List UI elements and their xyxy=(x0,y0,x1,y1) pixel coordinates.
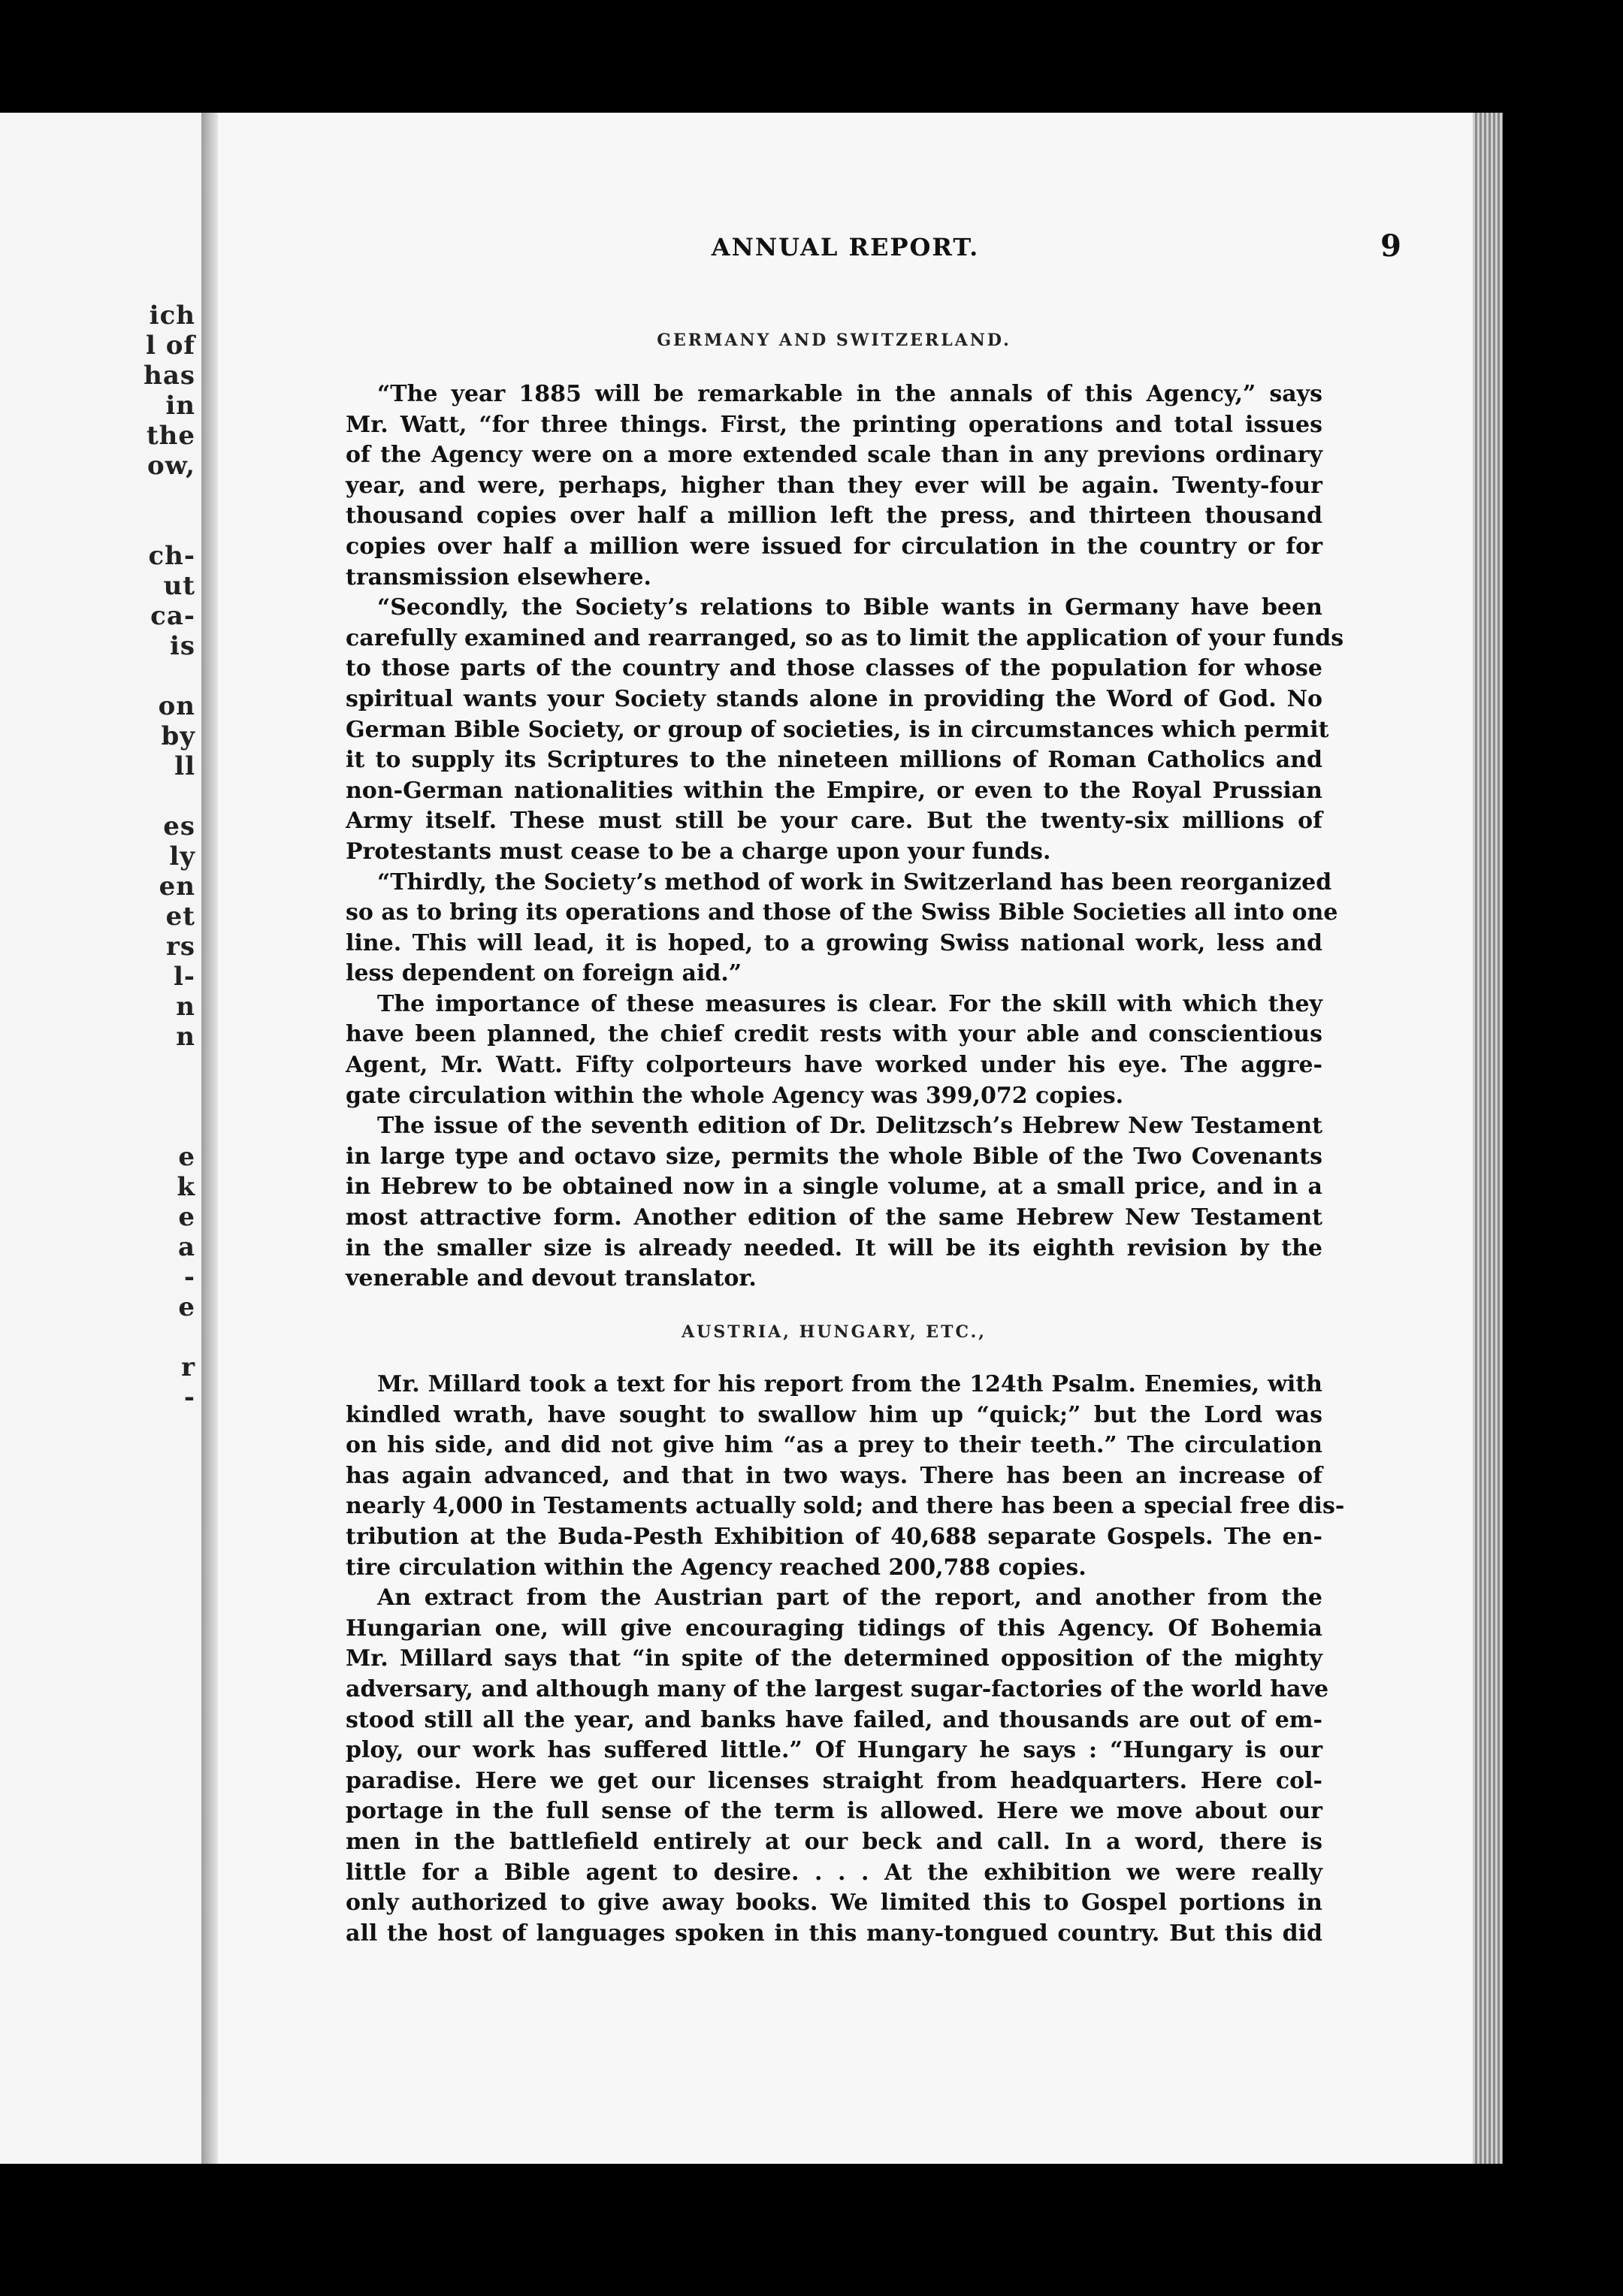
text-line: Protestants must cease to be a charge upon your funds. xyxy=(346,838,1051,865)
left-page-fragment xyxy=(144,511,195,541)
text-line: portage in the full sense of the term is allowed. Here we move about our xyxy=(346,1798,1322,1825)
text-line: tire circulation within the Agency reached 200,788 copies. xyxy=(346,1554,1087,1581)
left-page-fragment xyxy=(144,661,195,691)
text-line: only authorized to give away books. We limited this to Gospel portions in xyxy=(346,1890,1322,1917)
text-line: carefully examined and rearranged, so as to limit the application of your funds xyxy=(346,624,1344,651)
text-line: The importance of these measures is clear. For the skill with which they xyxy=(377,990,1322,1017)
left-page-fragment: es xyxy=(163,811,195,841)
left-page-fragment xyxy=(144,1473,195,1503)
text-line: line. This will lead, it is hoped, to a growing Swiss national work, less and xyxy=(346,929,1322,956)
text-line: less dependent on foreign aid.” xyxy=(346,960,742,987)
text-line: so as to bring its operations and those of the Swiss Bible Societies all into one xyxy=(346,899,1338,926)
left-page-fragment: ut xyxy=(163,571,195,601)
text-line: stood still all the year, and banks have failed, and thousands are out of em- xyxy=(346,1706,1322,1733)
text-line: most attractive form. Another edition of the same Hebrew New Testament xyxy=(346,1204,1322,1231)
text-line: thousand copies over half a million left the press, and thirteen thousand xyxy=(346,503,1322,530)
left-page-fragment: e xyxy=(178,1142,195,1172)
left-page-fragment: ll xyxy=(174,751,195,781)
book-gutter xyxy=(201,113,218,2164)
left-page-fragment: ow, xyxy=(147,451,195,481)
left-page-fragment xyxy=(144,781,195,811)
right-page xyxy=(218,113,1473,2164)
left-page-fragment xyxy=(144,481,195,511)
left-page-fragment xyxy=(144,1112,195,1142)
left-page-text-fragments xyxy=(144,301,195,1503)
left-page-fragment: by xyxy=(161,721,195,751)
section-body-germany xyxy=(346,379,1344,1295)
left-page-fragment: en xyxy=(159,872,195,902)
text-line: in Hebrew to be obtained now in a single volume, at a small price, and in a xyxy=(346,1174,1322,1201)
text-line: to those parts of the country and those classes of the population for whose xyxy=(346,655,1322,682)
left-page-fragment xyxy=(144,1322,195,1352)
left-page-fragment: ca- xyxy=(150,601,195,631)
left-page-fragment: n xyxy=(176,992,195,1022)
text-line: ploy, our work has suffered little.” Of Hungary he says : “Hungary is our xyxy=(346,1737,1322,1764)
text-line: venerable and devout translator. xyxy=(346,1265,757,1292)
text-line: in the smaller size is already needed. It will be its eighth revision by the xyxy=(346,1234,1322,1261)
left-page-fragment: - xyxy=(183,1262,195,1292)
left-page-fragment: n xyxy=(176,1022,195,1052)
left-page-fragment: l of xyxy=(145,331,195,361)
page-edges xyxy=(1473,113,1503,2164)
text-line: it to supply its Scriptures to the nineteen millions of Roman Catholics and xyxy=(346,747,1322,774)
text-line: paradise. Here we get our licenses straight from headquarters. Here col- xyxy=(346,1767,1322,1794)
text-line: The issue of the seventh edition of Dr. Delitzsch’s Hebrew New Testament xyxy=(377,1113,1322,1140)
text-line: Mr. Watt, “for three things. First, the printing operations and total issues xyxy=(346,411,1322,438)
text-line: An extract from the Austrian part of the report, and another from the xyxy=(377,1585,1322,1612)
text-line: adversary, and although many of the largest sugar-factories of the world have xyxy=(346,1675,1329,1702)
left-page-fragment: on xyxy=(158,691,195,721)
text-line: Hungarian one, will give encouraging tidings of this Agency. Of Bohemia xyxy=(346,1615,1322,1642)
section-body-austria xyxy=(346,1370,1345,1949)
text-line: have been planned, the chief credit rests with your able and conscientious xyxy=(346,1021,1322,1048)
text-line: in large type and octavo size, permits the whole Bible of the Two Covenants xyxy=(346,1143,1322,1170)
text-line: has again advanced, and that in two ways. There has been an increase of xyxy=(346,1462,1322,1489)
text-line: little for a Bible agent to desire. . . . At the exhibition we were really xyxy=(346,1859,1322,1886)
text-line: “The year 1885 will be remarkable in the annals of this Agency,” says xyxy=(377,381,1322,407)
text-line: kindled wrath, have sought to swallow him up “quick;” but the Lord was xyxy=(346,1401,1322,1428)
text-line: non-German nationalities within the Empire, or even to the Royal Prussian xyxy=(346,777,1322,804)
text-line: copies over half a million were issued for circulation in the country or for xyxy=(346,533,1322,560)
page-header xyxy=(218,228,1473,278)
left-page-fragment: et xyxy=(165,902,195,932)
left-page-fragment xyxy=(144,1412,195,1443)
left-page-fragment: l- xyxy=(173,962,195,992)
text-line: of the Agency were on a more extended scale than in any previons ordinary xyxy=(346,442,1322,469)
text-line: men in the battlefield entirely at our beck and call. In a word, there is xyxy=(346,1828,1322,1855)
left-page xyxy=(0,113,206,2164)
section-heading-austria: AUSTRIA, HUNGARY, ETC., xyxy=(682,1322,987,1342)
left-page-fragment: e xyxy=(178,1292,195,1322)
left-page-fragment: - xyxy=(183,1382,195,1412)
running-title: ANNUAL REPORT. xyxy=(711,233,980,261)
text-line: all the host of languages spoken in this many-tongued country. But this did xyxy=(346,1920,1322,1947)
left-page-fragment: ch- xyxy=(148,541,195,571)
left-page-fragment xyxy=(144,1052,195,1082)
left-page-fragment: e xyxy=(178,1202,195,1232)
text-line: gate circulation within the whole Agency was 399,072 copies. xyxy=(346,1082,1124,1109)
text-line: Mr. Millard took a text for his report from the 124th Psalm. Enemies, with xyxy=(377,1371,1322,1397)
text-line: Agent, Mr. Watt. Fifty colporteurs have worked under his eye. The aggre- xyxy=(346,1052,1322,1079)
text-line: Army itself. These must still be your care. But the twenty-six millions of xyxy=(346,808,1322,835)
text-line: “Secondly, the Society’s relations to Bible wants in Germany have been xyxy=(377,594,1322,621)
left-page-fragment: a xyxy=(177,1232,195,1262)
text-line: transmission elsewhere. xyxy=(346,563,651,591)
page-number: 9 xyxy=(1380,228,1401,264)
left-page-fragment: r xyxy=(181,1352,195,1382)
section-heading-germany: GERMANY AND SWITZERLAND. xyxy=(657,331,1011,350)
left-page-fragment: k xyxy=(177,1172,195,1202)
text-line: “Thirdly, the Society’s method of work in Switzerland has been reorganized xyxy=(377,869,1332,896)
left-page-fragment xyxy=(144,1082,195,1112)
text-line: Mr. Millard says that “in spite of the determined opposition of the mighty xyxy=(346,1645,1322,1672)
left-page-fragment: rs xyxy=(165,932,195,962)
left-page-fragment: ich xyxy=(149,301,195,331)
text-line: spiritual wants your Society stands alone in providing the Word of God. No xyxy=(346,685,1322,712)
text-line: tribution at the Buda-Pesth Exhibition of 40,688 separate Gospels. The en- xyxy=(346,1523,1322,1550)
left-page-fragment: in xyxy=(165,391,195,421)
left-page-fragment: the xyxy=(146,421,195,451)
left-page-fragment: has xyxy=(144,361,195,391)
text-line: on his side, and did not give him “as a prey to their teeth.” The circulation xyxy=(346,1432,1322,1459)
text-line: nearly 4,000 in Testaments actually sold; and there has been a special free dis- xyxy=(346,1493,1345,1520)
text-line: year, and were, perhaps, higher than they ever will be again. Twenty-four xyxy=(346,472,1322,499)
left-page-fragment: ly xyxy=(169,841,195,872)
left-page-fragment xyxy=(144,1443,195,1473)
text-line: German Bible Society, or group of societies, is in circumstances which permit xyxy=(346,716,1329,743)
left-page-fragment: is xyxy=(169,631,195,661)
